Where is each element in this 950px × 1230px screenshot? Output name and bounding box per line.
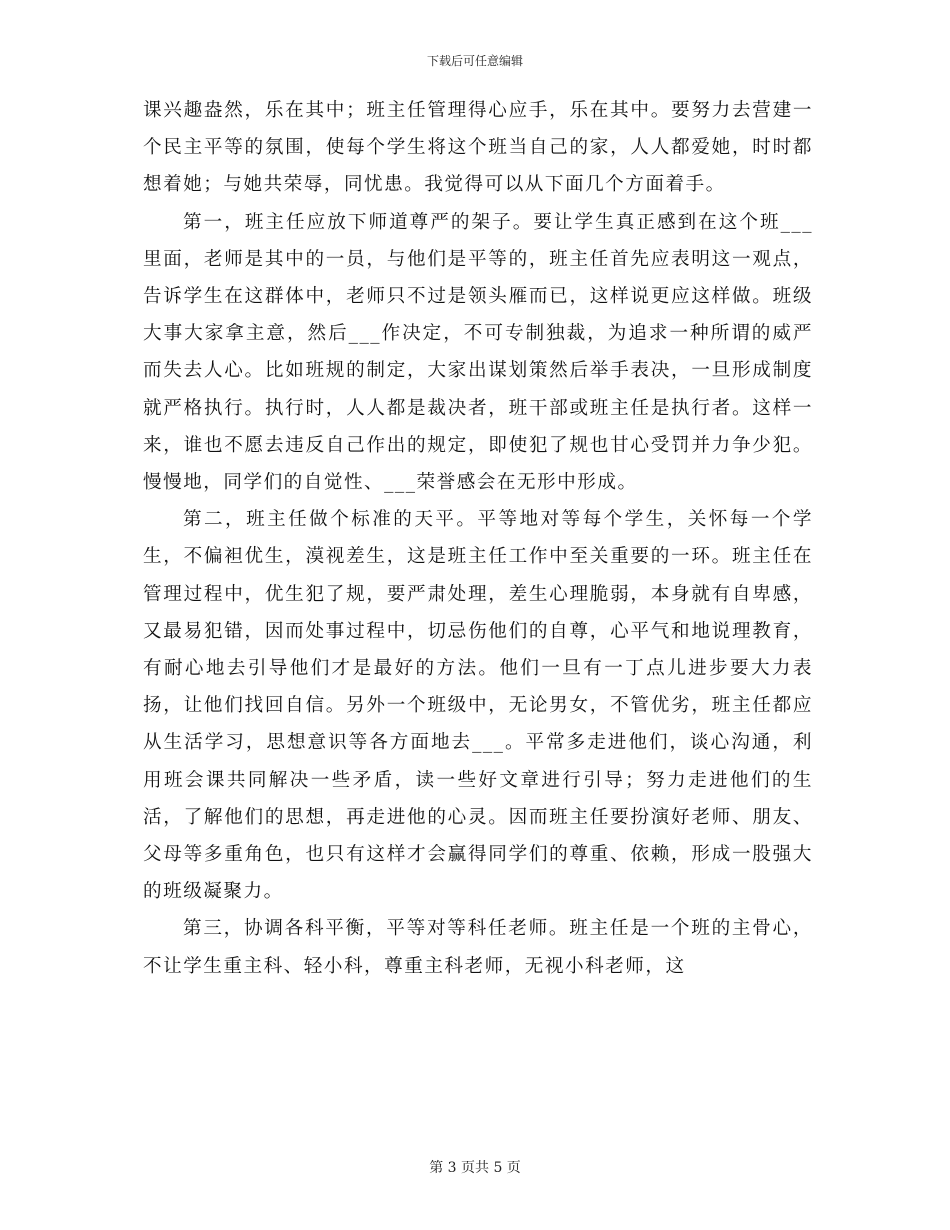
paragraph-first: 第一，班主任应放下师道尊严的架子。要让学生真正感到在这个班___里面，老师是其中的一员，与他们是平等的，班主任首先应表明这一观点，告诉学生在这群体中，老师只不过是领头雁而已，这样说更应这样做。班级大事大家拿主意，然后___作决定，不可专制独裁，为追求一种所谓的威严而失去人心。比如班规的制定，大家出谋划策然后举手表决，一旦形成制度就严格执行。执行时，人人都是裁决者，班干部或班主任是执行者。这样一来，谁也不愿去违反自己作出的规定，即使犯了规也甘心受罚并力争少犯。慢慢地，同学们的自觉性、___荣誉感会在无形中形成。 [143, 211, 813, 494]
paragraph-intro: 课兴趣盎然，乐在其中；班主任管理得心应手，乐在其中。要努力去营建一个民主平等的氛围，使每个学生将这个班当自己的家，人人都爱她，时时都想着她；与她共荣辱，同忧患。我觉得可以从下面几个方面着手。 [143, 100, 813, 196]
document-body [143, 92, 813, 985]
paragraph-second: 第二，班主任做个标准的天平。平等地对等每个学生，关怀每一个学生，不偏袒优生，漠视差生，这是班主任工作中至关重要的一环。班主任在管理过程中，优生犯了规，要严肃处理，差生心理脆弱，本身就有自卑感，又最易犯错，因而处事过程中，切忌伤他们的自尊，心平气和地说理教育，有耐心地去引导他们才是最好的方法。他们一旦有一丁点儿进步要大力表扬，让他们找回自信。另外一个班级中，无论男女，不管优劣，班主任都应从生活学习，思想意识等各方面地去___。平常多走进他们，谈心沟通，利用班会课共同解决一些矛盾，读一些好文章进行引导；努力走进他们的生活，了解他们的思想，再走进他的心灵。因而班主任要扮演好老师、朋友、父母等多重角色，也只有这样才会赢得同学们的尊重、依赖，形成一股强大的班级凝聚力。 [143, 509, 813, 903]
paragraph-third: 第三，协调各科平衡，平等对等科任老师。班主任是一个班的主骨心，不让学生重主科、轻小科，尊重主科老师，无视小科老师，这 [143, 918, 813, 977]
page-header: 下载后可任意编辑 [426, 54, 523, 68]
page-footer: 第 3 页共 5 页 [429, 1160, 521, 1176]
